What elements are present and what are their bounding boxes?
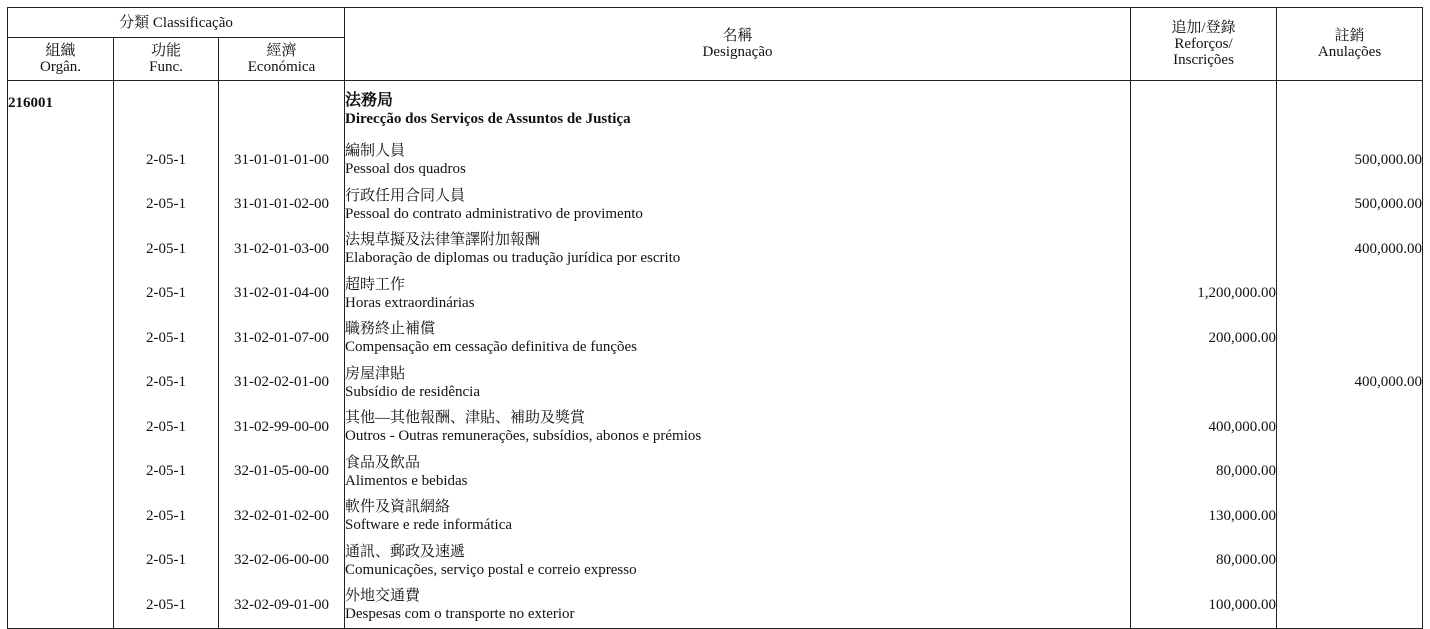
function-code: 2-05-1 (114, 583, 219, 628)
designation-cell (345, 539, 1131, 584)
designation-header-pt: Designação (702, 44, 773, 60)
economic-code: 31-02-01-07-00 (219, 316, 345, 361)
economic-code: 31-01-01-01-00 (219, 138, 345, 183)
organ-designation (345, 81, 1131, 139)
economic-code: 32-01-05-00-00 (219, 450, 345, 495)
reinforcement-amount: 80,000.00 (1131, 450, 1277, 495)
designation-cell (345, 361, 1131, 406)
organ-cell (8, 138, 114, 183)
reinforcement-amount (1131, 227, 1277, 272)
annulment-amount (1277, 539, 1423, 584)
table-row (8, 539, 1423, 584)
table-row (8, 450, 1423, 495)
economic-header-pt: Económica (247, 59, 316, 75)
organ-cell (8, 450, 114, 495)
table-row (8, 583, 1423, 628)
designation-pt: Outros - Outras remunerações, subsídios, abonos e prémios (345, 428, 702, 445)
designation-zh: 軟件及資訊網絡 (345, 499, 451, 516)
organ-header-zh: 組織 (45, 43, 76, 59)
designation-pt: Pessoal do contrato administrativo de provimento (345, 205, 643, 222)
economic-header (219, 38, 345, 81)
designation-pt: Software e rede informática (345, 517, 513, 534)
economic-code: 32-02-01-02-00 (219, 494, 345, 539)
designation-cell (345, 227, 1131, 272)
designation-pt: Comunicações, serviço postal e correio expresso (345, 561, 637, 578)
function-code: 2-05-1 (114, 138, 219, 183)
table-row (8, 405, 1423, 450)
organ-cell (8, 405, 114, 450)
annulment-amount: 500,000.00 (1277, 138, 1423, 183)
organ-cell (8, 316, 114, 361)
designation-cell (345, 138, 1131, 183)
annulment-amount: 500,000.00 (1277, 183, 1423, 228)
designation-pt: Pessoal dos quadros (345, 161, 466, 178)
organ-cell (8, 361, 114, 406)
table-row (8, 316, 1423, 361)
annulment-amount (1277, 272, 1423, 317)
table-row (8, 494, 1423, 539)
table-row (8, 272, 1423, 317)
designation-zh: 外地交通費 (345, 588, 421, 605)
budget-body (8, 81, 1423, 629)
reinforcement-amount (1131, 183, 1277, 228)
economic-code: 31-02-01-04-00 (219, 272, 345, 317)
reinforcement-amount: 130,000.00 (1131, 494, 1277, 539)
designation-cell (345, 494, 1131, 539)
reinforcement-amount: 200,000.00 (1131, 316, 1277, 361)
organ-econ-cell (219, 81, 345, 139)
designation-pt: Horas extraordinárias (345, 294, 475, 311)
reinforcement-amount (1131, 138, 1277, 183)
function-header (114, 38, 219, 81)
annulment-amount (1277, 405, 1423, 450)
economic-header-zh: 經濟 (266, 43, 297, 59)
reinforcement-amount: 400,000.00 (1131, 405, 1277, 450)
annulments-header (1277, 8, 1423, 81)
function-code: 2-05-1 (114, 405, 219, 450)
organ-cell (8, 583, 114, 628)
table-row (8, 183, 1423, 228)
function-code: 2-05-1 (114, 272, 219, 317)
annulment-amount: 400,000.00 (1277, 227, 1423, 272)
reinforcement-amount: 1,200,000.00 (1131, 272, 1277, 317)
economic-code: 31-02-99-00-00 (219, 405, 345, 450)
reinforcements-header (1131, 8, 1277, 81)
function-code: 2-05-1 (114, 183, 219, 228)
organ-header-pt: Orgân. (40, 59, 81, 75)
designation-zh: 房屋津貼 (345, 365, 406, 382)
function-code: 2-05-1 (114, 539, 219, 584)
organ-cell (8, 183, 114, 228)
designation-pt: Alimentos e bebidas (345, 472, 468, 489)
budget-table (7, 7, 1423, 629)
function-code: 2-05-1 (114, 494, 219, 539)
function-code: 2-05-1 (114, 227, 219, 272)
designation-zh: 超時工作 (345, 276, 406, 293)
organ-cell (8, 494, 114, 539)
reinforcement-amount: 100,000.00 (1131, 583, 1277, 628)
function-code: 2-05-1 (114, 361, 219, 406)
reinforcement-amount (1131, 361, 1277, 406)
designation-cell (345, 272, 1131, 317)
designation-cell (345, 183, 1131, 228)
designation-cell (345, 450, 1131, 495)
table-row (8, 138, 1423, 183)
function-header-zh: 功能 (150, 43, 181, 59)
table-row (8, 361, 1423, 406)
reinforcement-amount: 80,000.00 (1131, 539, 1277, 584)
economic-code: 31-01-01-02-00 (219, 183, 345, 228)
economic-code: 32-02-09-01-00 (219, 583, 345, 628)
annulment-amount (1277, 316, 1423, 361)
organ-func-cell (114, 81, 219, 139)
organ-cell (8, 272, 114, 317)
function-code: 2-05-1 (114, 450, 219, 495)
organ-name-zh: 法務局 (345, 91, 394, 109)
organ-cell (8, 227, 114, 272)
annulment-amount (1277, 494, 1423, 539)
reinforcements-header-zh: 追加/登錄 (1171, 20, 1236, 36)
annulment-amount: 400,000.00 (1277, 361, 1423, 406)
function-header-pt: Func. (149, 59, 183, 75)
designation-cell (345, 316, 1131, 361)
designation-zh: 編制人員 (345, 143, 406, 160)
organ-row (8, 81, 1423, 139)
reinforcements-header-pt: Reforços/ Inscrições (1173, 36, 1234, 68)
designation-header (345, 8, 1131, 81)
annulments-header-pt: Anulações (1317, 44, 1382, 60)
economic-code: 32-02-06-00-00 (219, 539, 345, 584)
annulments-header-zh: 註銷 (1334, 28, 1365, 44)
designation-header-zh: 名稱 (722, 28, 753, 44)
designation-pt: Compensação em cessação definitiva de funções (345, 339, 637, 356)
organ-anulacoes-cell (1277, 81, 1423, 139)
designation-zh: 食品及飲品 (345, 454, 421, 471)
classification-header: 分類 Classificação (8, 8, 345, 38)
designation-cell (345, 405, 1131, 450)
designation-zh: 職務終止補償 (345, 321, 436, 338)
designation-zh: 其他—其他報酬、津貼、補助及獎賞 (345, 410, 586, 427)
designation-pt: Elaboração de diplomas ou tradução jurídica por escrito (345, 250, 681, 267)
economic-code: 31-02-01-03-00 (219, 227, 345, 272)
function-code: 2-05-1 (114, 316, 219, 361)
annulment-amount (1277, 450, 1423, 495)
organ-header (8, 38, 114, 81)
organ-name-pt: Direcção dos Serviços de Assuntos de Justiça (345, 110, 631, 127)
designation-cell (345, 583, 1131, 628)
economic-code: 31-02-02-01-00 (219, 361, 345, 406)
designation-pt: Despesas com o transporte no exterior (345, 606, 575, 623)
designation-zh: 通訊、郵政及速遞 (345, 543, 466, 560)
designation-pt: Subsídio de residência (345, 383, 480, 400)
designation-zh: 行政任用合同人員 (345, 187, 466, 204)
designation-zh: 法規草擬及法律筆譯附加報酬 (345, 232, 541, 249)
annulment-amount (1277, 583, 1423, 628)
table-row (8, 227, 1423, 272)
organ-code: 216001 (8, 81, 114, 139)
organ-cell (8, 539, 114, 584)
organ-reforcos-cell (1131, 81, 1277, 139)
